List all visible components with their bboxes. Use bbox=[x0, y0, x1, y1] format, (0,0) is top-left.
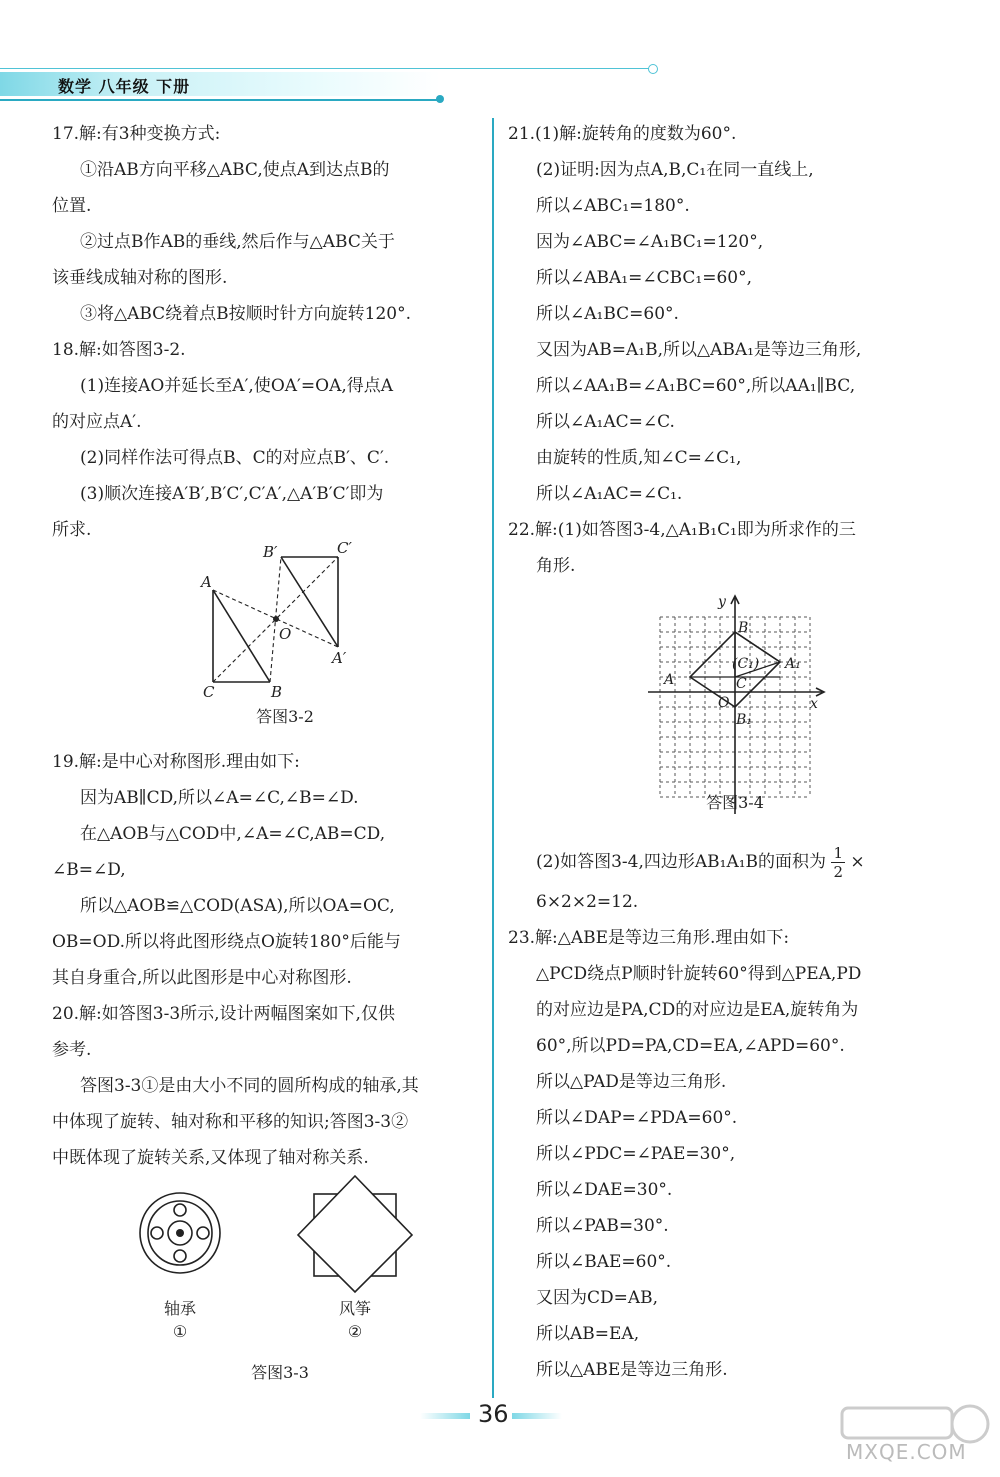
question-line: ①沿AB方向平移△ABC,使点A到达点B的 bbox=[80, 160, 390, 180]
question-line: 所以△PAD是等边三角形. bbox=[536, 1072, 727, 1092]
question-line: ③将△ABC绕着点B按顺时针方向旋转120°. bbox=[80, 304, 412, 324]
watermark-text: MXQE.COM bbox=[846, 1440, 967, 1464]
question-line: 所以△AOB≌△COD(ASA),所以OA=OC, bbox=[80, 896, 395, 916]
question-line: 所以∠AA₁B=∠A₁BC=60°,所以AA₁∥BC, bbox=[536, 376, 856, 396]
question-line: 的对应点A′. bbox=[52, 412, 142, 432]
question-line: 20.解:如答图3-3所示,设计两幅图案如下,仅供 bbox=[52, 1004, 395, 1024]
page-header bbox=[0, 62, 655, 102]
kite-label: 风筝 bbox=[338, 1299, 371, 1318]
question-22 bbox=[508, 512, 938, 584]
question-line: 参考. bbox=[52, 1040, 92, 1060]
label-c-prime: C′ bbox=[337, 539, 352, 557]
page-number: 36 bbox=[478, 1400, 509, 1428]
times-sign: × bbox=[850, 852, 865, 872]
question-19 bbox=[52, 744, 482, 996]
point-a-label: A bbox=[664, 672, 675, 688]
left-column-lower bbox=[52, 744, 482, 1176]
figure-3-3-caption: 答图3-3 bbox=[251, 1363, 309, 1382]
question-line: 17.解:有3种变换方式: bbox=[52, 124, 221, 144]
book-title: 数学 八年级 下册 bbox=[58, 77, 191, 96]
figure-3-4 bbox=[640, 592, 830, 817]
x-axis-label: x bbox=[810, 696, 818, 712]
label-a: A bbox=[201, 573, 212, 591]
question-line: 位置. bbox=[52, 196, 92, 216]
question-line: 因为AB∥CD,所以∠A=∠C,∠B=∠D. bbox=[80, 788, 359, 808]
question-18 bbox=[52, 332, 482, 548]
question-line: ∠B=∠D, bbox=[52, 860, 126, 880]
page-number-ornament bbox=[420, 1413, 470, 1419]
right-column-lower bbox=[508, 840, 938, 1388]
question-line: 所以∠A₁AC=∠C. bbox=[536, 412, 675, 432]
origin-label: O bbox=[718, 695, 730, 711]
label-b-prime: B′ bbox=[263, 543, 278, 561]
question-line: 所以∠DAP=∠PDA=60°. bbox=[536, 1108, 738, 1128]
question-line: 中体现了旋转、轴对称和平移的知识;答图3-3② bbox=[52, 1112, 409, 1132]
figure-3-4-caption: 答图3-4 bbox=[706, 793, 764, 812]
question-line: ②过点B作AB的垂线,然后作与△ABC关于 bbox=[80, 232, 395, 252]
center-point bbox=[273, 616, 279, 622]
question-line: (2)证明:因为点A,B,C₁在同一直线上, bbox=[536, 160, 814, 180]
question-line: 的对应边是PA,CD的对应边是EA,旋转角为 bbox=[536, 1000, 859, 1020]
right-column bbox=[508, 116, 938, 584]
question-line: (2)同样作法可得点B、C的对应点B′、C′. bbox=[80, 448, 390, 468]
label-c: C bbox=[203, 683, 215, 701]
question-line: 所以△ABE是等边三角形. bbox=[536, 1360, 728, 1380]
question-line: 该垂线成轴对称的图形. bbox=[52, 268, 228, 288]
header-ornament bbox=[648, 64, 658, 74]
question-line: 18.解:如答图3-2. bbox=[52, 340, 186, 360]
y-axis-label: y bbox=[718, 594, 726, 610]
ball bbox=[151, 1227, 163, 1239]
fraction-denominator: 2 bbox=[833, 863, 843, 881]
question-line: (3)顺次连接A′B′,B′C′,C′A′,△A′B′C′即为 bbox=[80, 484, 384, 504]
question-line: 其自身重合,所以此图形是中心对称图形. bbox=[52, 968, 352, 988]
figure-3-2-caption: 答图3-2 bbox=[256, 707, 314, 726]
ball bbox=[197, 1227, 209, 1239]
question-line: 21.(1)解:旋转角的度数为60°. bbox=[508, 124, 737, 144]
question-line: 所以∠ABC₁=180°. bbox=[536, 196, 690, 216]
bearing-label: 轴承 bbox=[163, 1299, 196, 1318]
question-line: 所以∠DAE=30°. bbox=[536, 1180, 673, 1200]
figure-3-2 bbox=[195, 535, 375, 725]
figure-kite bbox=[292, 1172, 417, 1297]
question-line: OB=OD.所以将此图形绕点O旋转180°后能与 bbox=[52, 932, 401, 952]
figure-bearing bbox=[135, 1188, 225, 1278]
header-underline bbox=[0, 99, 440, 101]
question-line: 22.解:(1)如答图3-4,△A₁B₁C₁即为所求作的三 bbox=[508, 520, 856, 540]
ball bbox=[174, 1204, 186, 1216]
question-line: 角形. bbox=[536, 556, 576, 576]
column-divider bbox=[492, 118, 494, 1398]
question-line: △PCD绕点P顺时针旋转60°得到△PEA,PD bbox=[536, 964, 862, 984]
hub-center bbox=[176, 1229, 184, 1237]
segment-ab bbox=[213, 590, 270, 682]
question-21 bbox=[508, 116, 938, 512]
question-line: 23.解:△ABE是等边三角形.理由如下: bbox=[508, 928, 790, 948]
point-c-label: C bbox=[736, 676, 747, 692]
question-line: 所以∠PDC=∠PAE=30°, bbox=[536, 1144, 736, 1164]
question-20 bbox=[52, 996, 482, 1176]
question-line: 所以∠ABA₁=∠CBC₁=60°, bbox=[536, 268, 753, 288]
left-column bbox=[52, 116, 482, 548]
question-line: 所求. bbox=[52, 520, 92, 540]
question-line: 60°,所以PD=PA,CD=EA,∠APD=60°. bbox=[536, 1036, 845, 1056]
question-line: 由旋转的性质,知∠C=∠C₁, bbox=[536, 448, 742, 468]
question-23 bbox=[508, 920, 938, 1388]
question-line: 在△AOB与△COD中,∠A=∠C,AB=CD, bbox=[80, 824, 386, 844]
question-line: 答图3-3①是由大小不同的圆所构成的轴承,其 bbox=[80, 1076, 419, 1096]
label-a-prime: A′ bbox=[332, 649, 347, 667]
fraction-numerator: 1 bbox=[833, 844, 843, 862]
header-ornament bbox=[436, 95, 444, 103]
ball bbox=[174, 1250, 186, 1262]
question-line: 所以∠BAE=60°. bbox=[536, 1252, 672, 1272]
label-o: O bbox=[279, 625, 292, 643]
question-line: (1)连接AO并延长至A′,使OA′=OA,得点A bbox=[80, 376, 394, 396]
point-b-label: B bbox=[738, 620, 749, 636]
area-line bbox=[508, 840, 938, 884]
header-rule bbox=[0, 68, 650, 69]
point-a1-label: A₁ bbox=[785, 656, 801, 672]
question-line: 所以∠A₁AC=∠C₁. bbox=[536, 484, 683, 504]
question-line: 6×2×2=12. bbox=[536, 892, 639, 912]
question-line: 所以∠A₁BC=60°. bbox=[536, 304, 679, 324]
point-c1-label: (C₁) bbox=[732, 656, 760, 672]
page-number-ornament bbox=[512, 1413, 562, 1419]
question-line: 中既体现了旋转关系,又体现了轴对称关系. bbox=[52, 1148, 369, 1168]
question-17 bbox=[52, 116, 482, 332]
question-line: 又因为AB=A₁B,所以△ABA₁是等边三角形, bbox=[536, 340, 862, 360]
area-text: (2)如答图3-4,四边形AB₁A₁B的面积为 bbox=[536, 852, 827, 872]
question-line: 所以AB=EA, bbox=[536, 1324, 640, 1344]
fraction bbox=[831, 844, 845, 881]
label-b: B bbox=[271, 683, 283, 701]
bearing-number: ① bbox=[172, 1322, 188, 1341]
point-b1-label: B₁ bbox=[736, 712, 752, 728]
question-line: 所以∠PAB=30°. bbox=[536, 1216, 669, 1236]
kite-number: ② bbox=[347, 1322, 363, 1341]
question-line: 因为∠ABC=∠A₁BC₁=120°, bbox=[536, 232, 764, 252]
question-line: 19.解:是中心对称图形.理由如下: bbox=[52, 752, 300, 772]
question-line: 又因为CD=AB, bbox=[536, 1288, 659, 1308]
